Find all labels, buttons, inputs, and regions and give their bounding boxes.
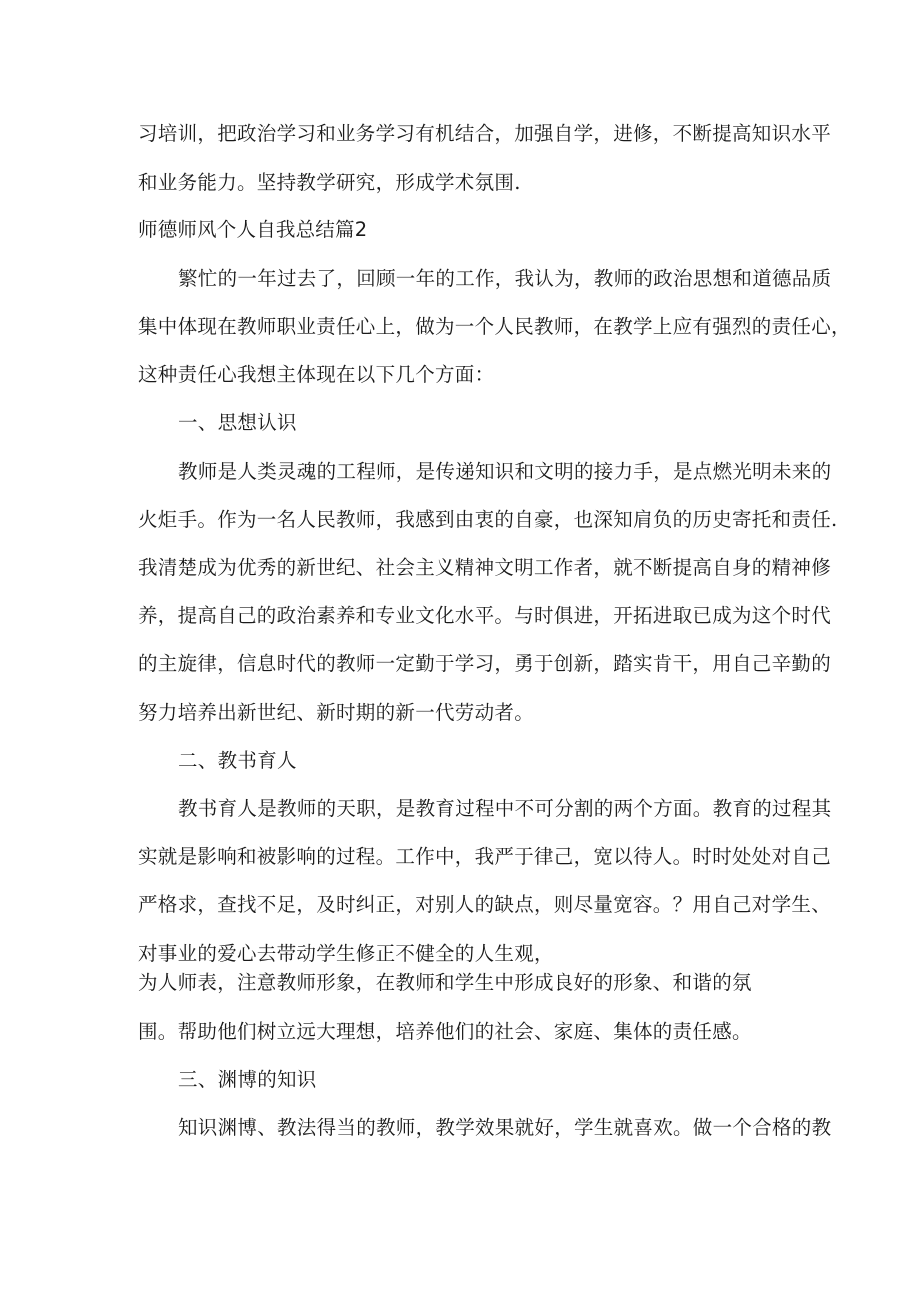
subsection-heading: 三、渊博的知识 bbox=[178, 1068, 317, 1091]
paragraph-line: 养，提高自己的政治素养和专业文化水平。与时俱进，开拓进取已成为这个时代 bbox=[138, 604, 832, 627]
paragraph-line: 教师是人类灵魂的工程师，是传递知识和文明的接力手，是点燃光明未来的 bbox=[178, 460, 832, 483]
paragraph-line: 努力培养出新世纪、新时期的新一代劳动者。 bbox=[138, 701, 535, 724]
subsection-heading: 二、教书育人 bbox=[178, 749, 297, 772]
section-heading: 师德师风个人自我总结篇2 bbox=[138, 218, 368, 241]
paragraph-line: 和业务能力。坚持教学研究，形成学术氛围. bbox=[138, 171, 521, 194]
paragraph-line: 集中体现在教师职业责任心上，做为一个人民教师，在教学上应有强烈的责任心， bbox=[138, 315, 851, 338]
paragraph-line: 知识渊博、教法得当的教师，教学效果就好，学生就喜欢。做一个合格的教 bbox=[178, 1116, 832, 1139]
paragraph-line: 严格求，查找不足，及时纠正，对别人的缺点，则尽量宽容。？用自己对学生、 bbox=[138, 893, 832, 916]
paragraph-line: 为人师表，注意教师形象，在教师和学生中形成良好的形象、和谐的氛 bbox=[138, 971, 752, 994]
paragraph-line: 这种责任心我想主体现在以下几个方面： bbox=[138, 363, 495, 386]
paragraph-line: 教书育人是教师的天职，是教育过程中不可分割的两个方面。教育的过程其 bbox=[178, 797, 832, 820]
paragraph-line: 我清楚成为优秀的新世纪、社会主义精神文明工作者，就不断提高自身的精神修 bbox=[138, 556, 832, 579]
paragraph-line: 繁忙的一年过去了，回顾一年的工作，我认为，教师的政治思想和道德品质 bbox=[178, 267, 832, 290]
paragraph-line: 火炬手。作为一名人民教师，我感到由衷的自豪，也深知肩负的历史寄托和责任. bbox=[138, 508, 838, 531]
paragraph-line: 对事业的爱心去带动学生修正不健全的人生观， bbox=[138, 942, 554, 965]
paragraph-line: 的主旋律，信息时代的教师一定勤于学习，勇于创新，踏实肯干，用自己辛勤的 bbox=[138, 652, 832, 675]
paragraph-line: 围。帮助他们树立远大理想，培养他们的社会、家庭、集体的责任感。 bbox=[138, 1020, 752, 1043]
paragraph-line: 习培训，把政治学习和业务学习有机结合，加强自学，进修，不断提高知识水平 bbox=[138, 122, 832, 145]
subsection-heading: 一、思想认识 bbox=[178, 411, 297, 434]
paragraph-line: 实就是影响和被影响的过程。工作中，我严于律己，宽以待人。时时处处对自己 bbox=[138, 845, 832, 868]
